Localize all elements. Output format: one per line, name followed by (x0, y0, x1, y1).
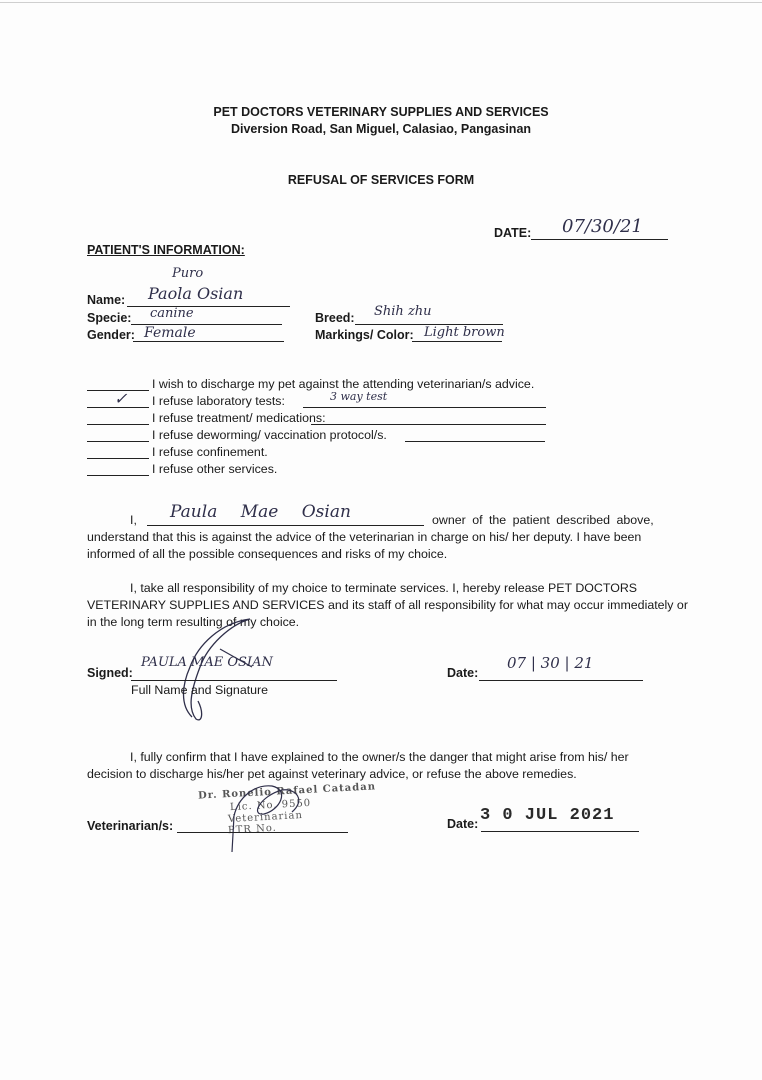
date-line (531, 239, 668, 240)
vet-stamp-ptr: PTR No. (227, 822, 278, 837)
signed-caption: Full Name and Signature (131, 683, 269, 697)
breed-value: Shih zhu (374, 304, 432, 319)
option-blank-3 (87, 424, 149, 425)
vet-signature-scribble (220, 776, 330, 856)
release-line-3: in the long term resulting of my choice. (87, 615, 300, 629)
vet-label: Veterinarian/s: (87, 819, 174, 833)
release-line-2: VETERINARY SUPPLIES AND SERVICES and its staff of all responsibility for what may occur immediately or (87, 598, 688, 612)
vet-date-label: Date: (447, 817, 479, 831)
option-check-2: ✓ (114, 389, 128, 408)
option-text-4: I refuse deworming/ vaccination protocol/s. (152, 428, 387, 442)
signed-value: PAULA MAE OSIAN (141, 655, 273, 670)
option-detail-2: 3 way test (330, 390, 388, 403)
statement-line-1-tail: owner of the patient described above, (432, 513, 654, 527)
markings-line (412, 341, 502, 342)
gender-value: Female (144, 325, 196, 341)
confirm-line-2: decision to discharge his/her pet against veterinary advice, or refuse the above remedies. (87, 767, 577, 781)
gender-line (133, 341, 284, 342)
gender-label: Gender: (87, 328, 135, 342)
form-title: REFUSAL OF SERVICES FORM (287, 173, 475, 187)
company-name: PET DOCTORS VETERINARY SUPPLIES AND SERVICES (213, 105, 549, 119)
statement-line-3: informed of all the possible consequences and risks of my choice. (87, 547, 448, 561)
date-value: 07/30/21 (562, 216, 643, 237)
option-detail-line-4 (405, 441, 545, 442)
name-value: Paola Osian (148, 284, 244, 303)
markings-value: Light brown (424, 325, 505, 340)
signed-date-value: 07 | 30 | 21 (507, 654, 594, 672)
option-detail-line-2 (303, 407, 546, 408)
option-text-5: I refuse confinement. (152, 445, 268, 459)
owner-name-value: Paula Mae Osian (170, 502, 351, 522)
specie-value: canine (150, 306, 194, 321)
vet-stamp-role: Veterinarian (227, 810, 304, 825)
statement-i: I, (130, 513, 137, 527)
signed-line (131, 680, 337, 681)
vet-line (177, 832, 348, 833)
statement-line-2: understand that this is against the advice of the veterinarian in charge on his/ her deputy. I have been (87, 530, 642, 544)
name-correction: Puro (172, 266, 204, 281)
option-blank-5 (87, 458, 149, 459)
signed-date-label: Date: (447, 666, 479, 680)
option-blank-4 (87, 441, 149, 442)
option-text-6: I refuse other services. (152, 462, 278, 476)
release-line-1: I, take all responsibility of my choice to terminate services. I, hereby release PET DOCTORS (130, 581, 638, 595)
name-label: Name: (87, 293, 126, 307)
vet-date-stamp: 3 0 JUL 2021 (480, 806, 615, 825)
option-text-2: I refuse laboratory tests: (152, 394, 285, 408)
markings-label: Markings/ Color: (315, 328, 414, 342)
signed-label: Signed: (87, 666, 133, 680)
specie-label: Specie: (87, 311, 132, 325)
option-detail-line-3 (311, 424, 546, 425)
option-text-1: I wish to discharge my pet against the attending veterinarian/s advice. (152, 377, 535, 391)
patient-section-title: PATIENT'S INFORMATION: (87, 243, 245, 257)
vet-stamp-name: Dr. Ronelio Rafael Catadan (197, 781, 377, 802)
confirm-line-1: I, fully confirm that I have explained to the owner/s the danger that might arise from his/ her (130, 750, 629, 764)
option-text-3: I refuse treatment/ medications: (152, 411, 326, 425)
vet-date-line (481, 831, 639, 832)
signed-date-line (479, 680, 643, 681)
company-address: Diversion Road, San Miguel, Calasiao, Pangasinan (230, 122, 532, 136)
option-blank-6 (87, 475, 149, 476)
vet-stamp-license: Lic. No. 9550 (229, 797, 312, 814)
date-label: DATE: (494, 226, 532, 240)
breed-label: Breed: (315, 311, 355, 325)
owner-name-line (147, 525, 424, 526)
page-top-edge (0, 2, 762, 3)
